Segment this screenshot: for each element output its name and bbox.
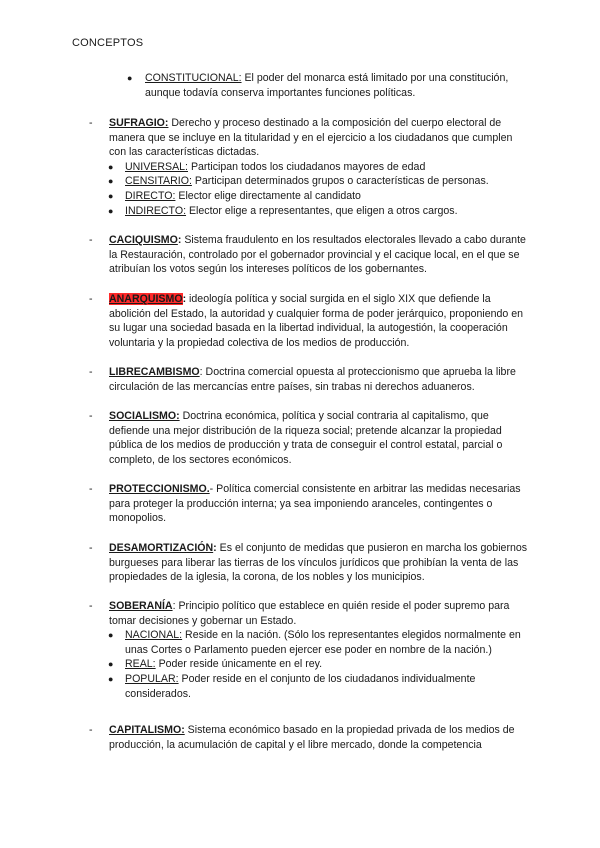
sub-label: POPULAR:: [125, 672, 179, 685]
term-label: CACIQUISMO: [109, 234, 178, 246]
entry-desamortizacion: [89, 541, 529, 585]
definition-text: Principio político que establece en quién reside el poder supremo para tomar decisiones y gobernar un Estado.: [109, 600, 510, 627]
bullet-dot-icon: ●: [108, 205, 114, 216]
list-item: [89, 160, 529, 175]
dash-marker: -: [89, 234, 93, 246]
list-item: [89, 189, 529, 204]
term-label: DESAMORTIZACIÓN: [109, 542, 214, 554]
bullet-dot-icon: ●: [108, 161, 114, 172]
dash-marker: -: [89, 117, 93, 129]
list-item: [89, 672, 529, 701]
term-colon: :: [177, 234, 182, 246]
sub-label: DIRECTO:: [125, 189, 176, 202]
sub-text: El poder del monarca está limitado por una constitución, aunque todavía conserva importantes funciones políticas.: [145, 72, 509, 99]
sub-text: Elector elige directamente al candidato: [175, 189, 361, 202]
dash-marker: -: [89, 293, 93, 305]
entry-capitalismo: [89, 723, 529, 752]
definition-text: Doctrina económica, política y social contraria al capitalismo, que defiende una mejor distribución de la riqueza social; pretende alcanzar la propiedad pública de los medios de producción y trata de conseguir el control estatal, parcial o completo, de los sectores económicos.: [109, 410, 503, 466]
dash-marker: -: [89, 483, 93, 495]
bullet-dot-icon: ●: [108, 673, 114, 684]
term-label-highlighted: ANARQUISMO: [109, 293, 183, 305]
sub-text: Poder reside en el conjunto de los ciudadanos individualmente considerados.: [125, 672, 476, 700]
definition-text: ideología política y social surgida en el siglo XIX que defiende la abolición del Estado, la autoridad y cualquier forma de poder jerárquico, proponiendo en su lugar una sociedad basada en la libertad individual, la autogestión, la cooperación voluntaria y la propiedad colectiva de los medios de producción.: [109, 293, 524, 349]
entry-anarquismo: [89, 292, 529, 350]
term-colon: :: [199, 366, 203, 378]
entry-soberania: [89, 599, 529, 701]
list-item: [89, 204, 529, 219]
dash-marker: -: [89, 542, 93, 554]
list-item: [89, 628, 529, 657]
sub-label: CONSTITUCIONAL:: [145, 72, 242, 84]
sub-list: [89, 628, 529, 701]
definition-text: - Política comercial consistente en arbitrar las medidas necesarias para proteger la producción interna; ya sea imponiendo aranceles, contingentes o monopolios.: [109, 483, 521, 525]
sub-text: Reside en la nación. (Sólo los representantes elegidos normalmente en unas Cortes o Parlamento pueden ejercer ese poder en nombre de la nación.): [125, 629, 521, 656]
sub-label: NACIONAL:: [125, 629, 183, 642]
dash-marker: -: [89, 600, 93, 612]
page-title: CONCEPTOS: [72, 37, 144, 49]
sub-text: Participan determinados grupos o características de personas.: [191, 175, 489, 188]
definition-text: Es el conjunto de medidas que pusieron en marcha los gobiernos burgueses para liberar las tierras de los vínculos jurídicos que prohibían la venta de las propiedades de la iglesia, la corona, de los nobles y los municipios.: [109, 542, 528, 584]
term-colon: :: [182, 293, 187, 305]
definition-text: Doctrina comercial opuesta al proteccionismo que aprueba la libre circulación de las mercancías entre países, sin trabas ni derechos aduaneros.: [109, 366, 516, 393]
entry-sufragio: [89, 116, 529, 218]
dash-marker: -: [89, 366, 93, 378]
list-item-constitucional: [127, 71, 545, 100]
list-item: [89, 657, 529, 672]
term-colon: :: [172, 600, 176, 612]
term-colon: :: [213, 542, 217, 554]
definition-text: Sistema fraudulento en los resultados electorales llevado a cabo durante la Restauración, controlado por el gobernador provincial y el cacique local, en el que se atribuían los votos según los intereses políticos de los gobernantes.: [109, 234, 526, 276]
entry-librecambismo: [89, 365, 529, 394]
bullet-dot-icon: ●: [108, 190, 114, 201]
term-label: SOCIALISMO:: [109, 410, 180, 422]
term-label: LIBRECAMBISMO: [109, 366, 200, 378]
definition-text: Derecho y proceso destinado a la composición del cuerpo electoral de manera que se incluye en la titularidad y en el ejercicio a los ciudadanos que cumplen con las características dictadas.: [109, 117, 513, 159]
sub-list: [89, 160, 529, 218]
bullet-dot-icon: ●: [108, 630, 114, 641]
sub-text: Poder reside únicamente en el rey.: [155, 658, 323, 671]
bullet-dot-icon: ●: [108, 176, 114, 187]
sub-label: CENSITARIO:: [125, 175, 192, 188]
term-label: CAPITALISMO:: [109, 724, 185, 736]
term-label: SOBERANÍA: [109, 600, 173, 612]
dash-marker: -: [89, 410, 93, 422]
term-label: PROTECCIONISMO.: [109, 483, 210, 495]
bullet-dot-icon: ●: [108, 659, 114, 670]
definition-text: Sistema económico basado en la propiedad privada de los medios de producción, la acumulación de capital y el libre mercado, donde la competencia: [109, 724, 515, 751]
bullet-dot-icon: ●: [127, 73, 133, 83]
entry-proteccionismo: [89, 482, 529, 526]
term-label: SUFRAGIO:: [109, 117, 169, 129]
sub-label: REAL:: [125, 658, 156, 671]
sub-text: Elector elige a representantes, que eligen a otros cargos.: [186, 204, 458, 217]
sub-label: UNIVERSAL:: [125, 160, 188, 173]
entry-socialismo: [89, 409, 529, 467]
list-item: [89, 174, 529, 189]
entry-caciquismo: [89, 233, 529, 277]
dash-marker: -: [89, 724, 93, 736]
sub-text: Participan todos los ciudadanos mayores de edad: [188, 160, 426, 173]
sub-label: INDIRECTO:: [125, 204, 187, 217]
